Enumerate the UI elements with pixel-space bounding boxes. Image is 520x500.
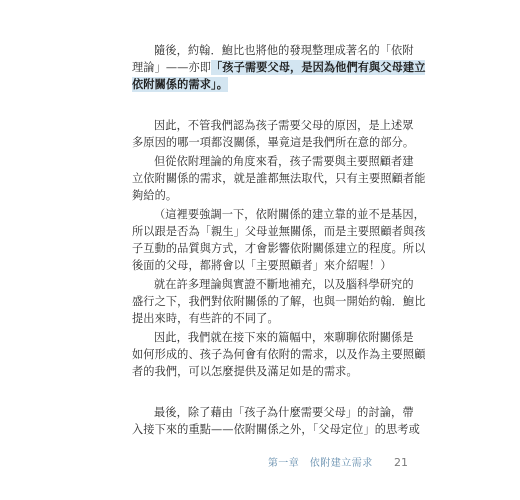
paragraph-upcoming bbox=[132, 329, 426, 380]
text-line: 立依附關係的需求，就是誰都無法取代，只有主要照顧者能 bbox=[132, 172, 426, 185]
paragraph-note bbox=[132, 206, 426, 274]
text-line: 盛行之下，我們對依附關係的了解，也與一開始約翰．鮑比 bbox=[132, 295, 426, 308]
text-line: 如何形成的、孩子為何會有依附的需求，以及作為主要照顧 bbox=[132, 348, 426, 361]
text-line: 多原因的哪一項都沒關係，畢竟這是我們所在意的部分。 bbox=[132, 136, 415, 149]
paragraph-irreplaceable bbox=[132, 153, 426, 204]
highlighted-quote: 「孩子需要父母，是因為他們有與父母建立 bbox=[211, 61, 426, 74]
paragraph-reasons bbox=[132, 117, 415, 151]
text-line: 者的我們，可以怎麼提供及滿足如是的需求。 bbox=[132, 365, 358, 378]
chapter-title: 第一章 依附建立需求 bbox=[267, 458, 373, 469]
text-line: 入接下來的重點——依附關係之外，「父母定位」的思考或 bbox=[132, 423, 420, 436]
text-line: 隨後，約翰．鮑比也將他的發現整理成著名的「依附 bbox=[154, 44, 414, 57]
text-line: 提出來時，有些許的不同了。 bbox=[132, 312, 279, 325]
text-line: 就在許多理論與實證不斷地補充，以及腦科學研究的 bbox=[154, 278, 414, 291]
text-line: 因此，我們就在接下來的篇幅中，來聊聊依附關係是 bbox=[154, 331, 414, 344]
text-line bbox=[132, 59, 426, 76]
text-line: （這裡要強調一下，依附關係的建立靠的並不是基因， bbox=[154, 208, 425, 221]
text-line: 所以跟是否為「親生」父母並無關係，而是主要照顧者與孩 bbox=[132, 225, 426, 238]
paragraph-research bbox=[132, 276, 426, 327]
text-line: 因此，不管我們認為孩子需要父母的原因，是上述眾 bbox=[154, 119, 414, 132]
text-line: 後面的父母，都將會以「主要照顧者」來介紹喔！） bbox=[132, 259, 392, 272]
highlighted-quote: 依附關係的需求」。 bbox=[132, 78, 228, 91]
text-line: 但從依附理論的角度來看，孩子需要與主要照顧者建 bbox=[154, 155, 414, 168]
page-footer bbox=[268, 454, 408, 469]
body-text bbox=[132, 42, 426, 438]
paragraph-conclusion bbox=[132, 404, 420, 438]
text-line: 最後，除了藉由「孩子為什麼需要父母」的討論，帶 bbox=[154, 406, 414, 419]
text-line bbox=[132, 76, 390, 93]
page-number: 21 bbox=[394, 456, 408, 469]
paragraph-attachment-theory bbox=[132, 42, 426, 93]
text-fragment: 理論」——亦即 bbox=[132, 61, 212, 74]
text-line: 夠給的。 bbox=[132, 189, 178, 202]
text-line: 子互動的品質與方式，才會影響依附關係建立的程度。所以 bbox=[132, 242, 426, 255]
